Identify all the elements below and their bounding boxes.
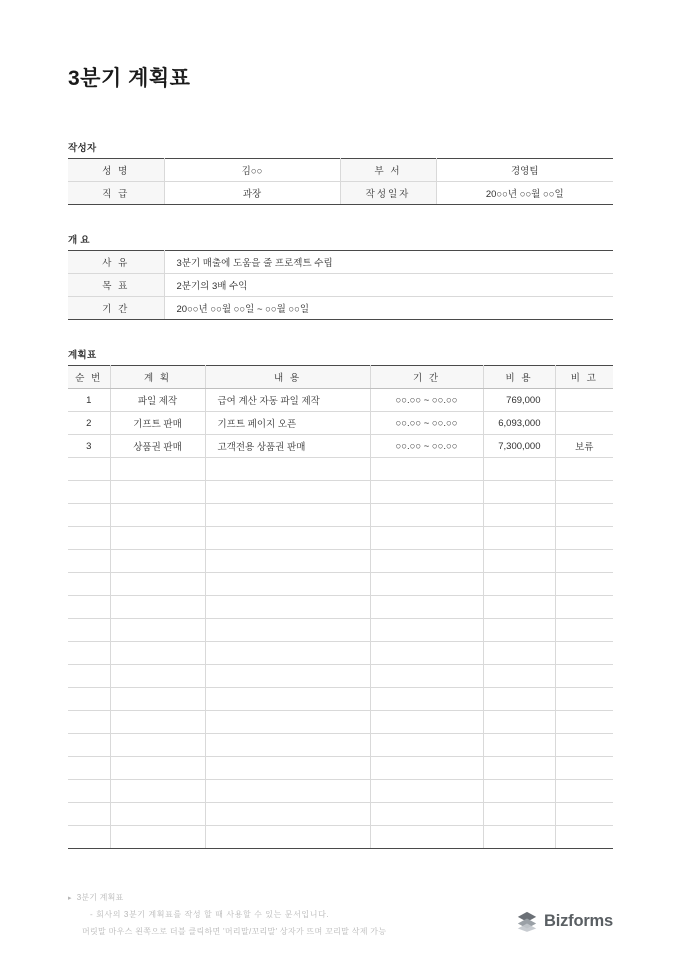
plan-cell-no[interactable] [68,688,110,711]
plan-cell-note[interactable] [555,780,613,803]
table-row [68,711,613,734]
plan-cell-no[interactable] [68,504,110,527]
plan-cell-term[interactable]: ○○.○○ ~ ○○.○○ [370,412,483,435]
plan-cell-desc[interactable] [205,550,370,573]
plan-cell-note[interactable] [555,596,613,619]
plan-cell-cost[interactable] [483,642,555,665]
plan-cell-desc[interactable] [205,481,370,504]
writer-section-label: 작성자 [68,143,97,154]
plan-cell-term[interactable] [370,642,483,665]
table-row [68,803,613,826]
table-row [68,688,613,711]
footer-hint: 머릿말 마우스 왼쪽으로 더블 클릭하면 '머리말/꼬리말' 상자가 뜨며 꼬리말 삭제 가능 [82,927,387,936]
plan-cell-note[interactable]: 보류 [555,435,613,458]
plan-header-desc: 내 용 [205,366,370,389]
plan-table [68,365,613,849]
summary-value-goal[interactable]: 2분기의 3배 수익 [164,274,613,297]
plan-cell-term[interactable] [370,734,483,757]
table-row [68,550,613,573]
plan-cell-no[interactable] [68,803,110,826]
plan-cell-note[interactable] [555,803,613,826]
plan-cell-note[interactable] [555,458,613,481]
plan-cell-plan[interactable]: 상품권 판매 [110,435,205,458]
table-row [68,297,613,320]
plan-cell-term[interactable] [370,619,483,642]
plan-cell-note[interactable] [555,504,613,527]
table-row [68,435,613,458]
writer-value-date[interactable]: 20○○년 ○○월 ○○일 [436,182,613,205]
plan-cell-cost[interactable] [483,458,555,481]
plan-cell-plan[interactable]: 파일 제작 [110,389,205,412]
plan-cell-term[interactable] [370,711,483,734]
footer-title-line [68,892,613,903]
plan-cell-note[interactable] [555,527,613,550]
plan-cell-no[interactable] [68,596,110,619]
plan-cell-note[interactable] [555,711,613,734]
plan-cell-no[interactable] [68,550,110,573]
plan-cell-note[interactable] [555,757,613,780]
plan-cell-cost[interactable] [483,826,555,849]
plan-cell-plan[interactable] [110,573,205,596]
plan-cell-term[interactable] [370,665,483,688]
plan-cell-no[interactable] [68,481,110,504]
plan-cell-term[interactable] [370,826,483,849]
plan-cell-desc[interactable] [205,665,370,688]
plan-cell-term[interactable]: ○○.○○ ~ ○○.○○ [370,389,483,412]
plan-header-term: 기 간 [370,366,483,389]
footer-description: - 회사의 3분기 계획표를 작성 할 때 사용할 수 있는 문서입니다. [90,910,330,919]
plan-cell-note[interactable] [555,573,613,596]
table-row [68,619,613,642]
table-row [68,251,613,274]
table-row [68,458,613,481]
plan-cell-plan[interactable] [110,619,205,642]
writer-value-rank[interactable]: 과장 [164,182,340,205]
writer-label-dept: 부 서 [340,159,436,182]
table-row [68,734,613,757]
plan-cell-no[interactable] [68,780,110,803]
plan-cell-note[interactable] [555,688,613,711]
summary-label-period: 기 간 [68,297,164,320]
writer-value-dept[interactable]: 경영팀 [436,159,613,182]
footer-title: 3분기 계획표 [76,893,124,902]
plan-cell-term[interactable] [370,803,483,826]
plan-cell-no[interactable] [68,527,110,550]
plan-cell-term[interactable] [370,458,483,481]
plan-cell-desc[interactable] [205,619,370,642]
plan-cell-cost[interactable] [483,619,555,642]
plan-cell-term[interactable] [370,550,483,573]
plan-table-header-row [68,366,613,389]
table-row [68,504,613,527]
plan-header-note: 비 고 [555,366,613,389]
summary-label-goal: 목 표 [68,274,164,297]
plan-cell-desc[interactable]: 고객전용 상품권 판매 [205,435,370,458]
plan-cell-term[interactable] [370,527,483,550]
plan-cell-plan[interactable] [110,780,205,803]
table-row [68,596,613,619]
table-row [68,826,613,849]
plan-cell-plan[interactable]: 기프트 판매 [110,412,205,435]
document-body [68,0,613,849]
plan-cell-plan[interactable] [110,734,205,757]
plan-cell-cost[interactable] [483,711,555,734]
plan-cell-plan[interactable] [110,550,205,573]
plan-cell-cost[interactable] [483,481,555,504]
plan-cell-desc[interactable] [205,642,370,665]
plan-cell-no[interactable] [68,642,110,665]
plan-cell-no[interactable] [68,573,110,596]
plan-cell-no[interactable] [68,619,110,642]
plan-cell-cost[interactable] [483,665,555,688]
plan-cell-cost[interactable]: 769,000 [483,389,555,412]
plan-cell-cost[interactable] [483,550,555,573]
plan-cell-note[interactable] [555,642,613,665]
plan-cell-cost[interactable] [483,757,555,780]
summary-value-reason[interactable]: 3분기 매출에 도움을 줄 프로젝트 수립 [164,251,613,274]
plan-cell-no[interactable] [68,757,110,780]
table-row [68,642,613,665]
plan-cell-plan[interactable] [110,527,205,550]
table-row [68,412,613,435]
plan-cell-desc[interactable] [205,780,370,803]
summary-table [68,250,613,320]
plan-cell-desc[interactable] [205,573,370,596]
table-row [68,757,613,780]
plan-cell-desc[interactable] [205,504,370,527]
plan-cell-cost[interactable]: 6,093,000 [483,412,555,435]
plan-cell-desc[interactable] [205,803,370,826]
plan-section [68,347,613,849]
plan-cell-desc[interactable] [205,757,370,780]
plan-cell-term[interactable] [370,573,483,596]
summary-value-period[interactable]: 20○○년 ○○월 ○○일 ~ ○○월 ○○일 [164,297,613,320]
plan-cell-no[interactable]: 3 [68,435,110,458]
plan-cell-note[interactable] [555,481,613,504]
plan-cell-note[interactable] [555,665,613,688]
table-row [68,182,613,205]
plan-cell-term[interactable]: ○○.○○ ~ ○○.○○ [370,435,483,458]
plan-cell-cost[interactable] [483,573,555,596]
plan-cell-term[interactable] [370,481,483,504]
plan-cell-note[interactable] [555,619,613,642]
plan-cell-term[interactable] [370,596,483,619]
plan-cell-no[interactable] [68,711,110,734]
writer-label-rank: 직 급 [68,182,164,205]
plan-cell-no[interactable] [68,826,110,849]
plan-cell-note[interactable] [555,826,613,849]
plan-cell-desc[interactable] [205,711,370,734]
plan-cell-plan[interactable] [110,803,205,826]
plan-cell-term[interactable] [370,504,483,527]
plan-cell-no[interactable] [68,665,110,688]
plan-cell-cost[interactable] [483,504,555,527]
plan-cell-cost[interactable] [483,803,555,826]
plan-cell-cost[interactable] [483,688,555,711]
plan-cell-desc[interactable] [205,688,370,711]
brand-name: Bizforms [544,911,613,930]
table-row [68,527,613,550]
plan-cell-no[interactable]: 2 [68,412,110,435]
plan-cell-term[interactable] [370,780,483,803]
plan-cell-plan[interactable] [110,757,205,780]
plan-cell-no[interactable] [68,734,110,757]
document-footer [68,892,613,937]
plan-cell-cost[interactable]: 7,300,000 [483,435,555,458]
plan-cell-plan[interactable] [110,504,205,527]
plan-cell-plan[interactable] [110,596,205,619]
table-row [68,159,613,182]
arrow-right-icon: ▸ [68,895,72,902]
plan-header-plan: 계 획 [110,366,205,389]
plan-cell-note[interactable] [555,389,613,412]
plan-header-no: 순 번 [68,366,110,389]
plan-cell-no[interactable]: 1 [68,389,110,412]
plan-cell-plan[interactable] [110,826,205,849]
plan-cell-cost[interactable] [483,734,555,757]
writer-label-date: 작성일자 [340,182,436,205]
writer-table [68,158,613,205]
plan-cell-plan[interactable] [110,458,205,481]
plan-cell-term[interactable] [370,688,483,711]
plan-cell-desc[interactable] [205,826,370,849]
page-title: 3분기 계획표 [68,67,191,90]
plan-cell-plan[interactable] [110,665,205,688]
plan-cell-cost[interactable] [483,780,555,803]
plan-cell-note[interactable] [555,412,613,435]
table-row [68,665,613,688]
table-row [68,481,613,504]
table-row [68,389,613,412]
plan-cell-note[interactable] [555,734,613,757]
plan-cell-cost[interactable] [483,527,555,550]
plan-cell-no[interactable] [68,458,110,481]
brand-logo [517,910,613,932]
table-row [68,573,613,596]
summary-section [68,232,613,320]
plan-header-cost: 비 용 [483,366,555,389]
summary-section-label: 개 요 [68,235,90,246]
plan-cell-desc[interactable]: 기프트 페이지 오픈 [205,412,370,435]
plan-cell-plan[interactable] [110,481,205,504]
plan-cell-desc[interactable] [205,596,370,619]
table-row [68,274,613,297]
plan-cell-desc[interactable] [205,458,370,481]
table-row [68,780,613,803]
plan-cell-plan[interactable] [110,688,205,711]
plan-cell-desc[interactable] [205,527,370,550]
bizforms-logo-icon [517,910,537,932]
writer-section [68,140,613,205]
plan-cell-term[interactable] [370,757,483,780]
writer-label-name: 성 명 [68,159,164,182]
plan-cell-cost[interactable] [483,596,555,619]
plan-cell-note[interactable] [555,550,613,573]
plan-table-body [68,389,613,849]
plan-cell-desc[interactable]: 급여 계산 자동 파일 제작 [205,389,370,412]
plan-cell-desc[interactable] [205,734,370,757]
plan-cell-plan[interactable] [110,642,205,665]
plan-section-label: 계획표 [68,350,97,361]
plan-cell-plan[interactable] [110,711,205,734]
writer-value-name[interactable]: 김○○ [164,159,340,182]
summary-label-reason: 사 유 [68,251,164,274]
